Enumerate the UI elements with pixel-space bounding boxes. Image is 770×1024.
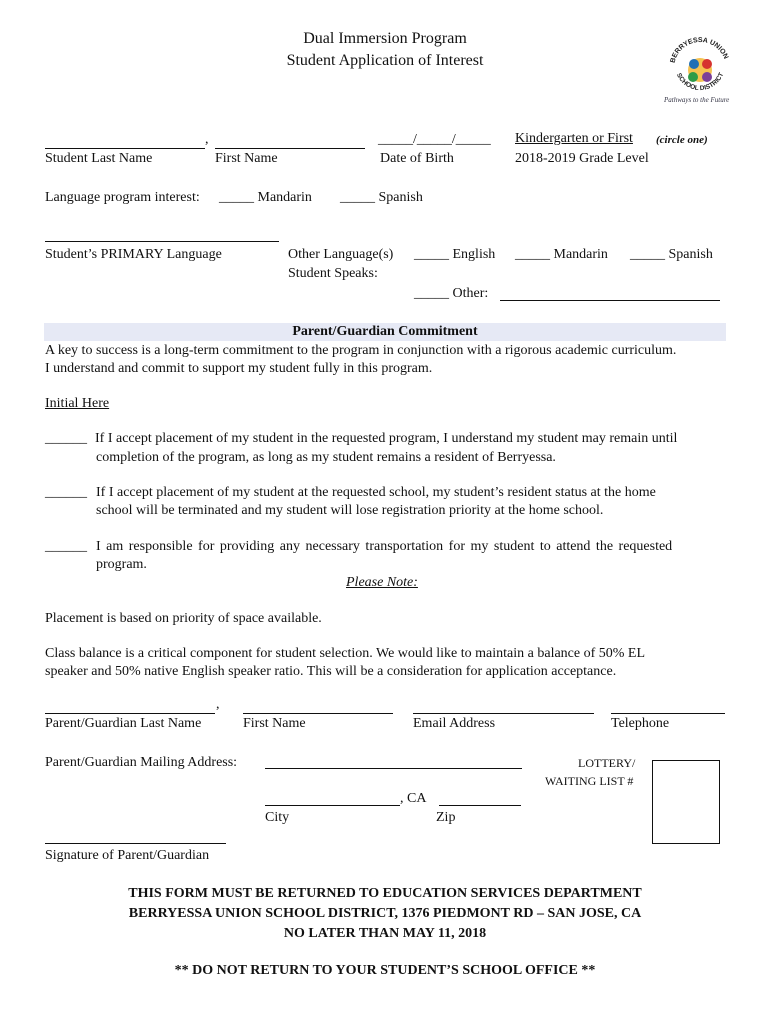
email-label: Email Address [413,716,496,731]
commitment-item-2-line-1: If I accept placement of my student at the requested school, my student’s resident status at the home [96,485,656,500]
commitment-item-3-line-1: I am responsible for providing any necessary transportation for my student to attend the requested [96,539,673,554]
footer-line-3: NO LATER THAN MAY 11, 2018 [283,926,487,941]
initial-here-label: Initial Here [45,396,110,411]
telephone-label: Telephone [611,716,670,731]
dob-label: Date of Birth [380,151,454,166]
primary-language-label: Student’s PRIMARY Language [45,247,222,262]
language-interest-label: Language program interest: [45,190,200,205]
footer-warning: ** DO NOT RETURN TO YOUR STUDENT’S SCHOOL OFFICE ** [174,963,596,978]
district-tagline: Pathways to the Future [664,96,730,104]
zip-field[interactable] [439,805,521,806]
primary-language-field[interactable] [45,241,279,242]
state-label: , CA [400,791,427,806]
lottery-label-line-2: WAITING LIST # [545,774,634,788]
please-note-heading: Please Note: [346,575,418,590]
zip-label: Zip [436,810,456,825]
city-label: City [265,810,290,825]
student-speaks-label: Student Speaks: [288,266,378,281]
other-language-option[interactable]: _____ Other: [414,286,489,301]
initial-field-2[interactable]: ______ [45,485,87,500]
student-last-name-field[interactable] [45,148,205,149]
parent-first-name-label: First Name [243,716,306,731]
commitment-item-3-line-2: program. [96,557,147,572]
initial-field-3[interactable]: ______ [45,539,87,554]
commitment-line-2: I understand and commit to support my student fully in this program. [45,361,433,376]
placement-note: Placement is based on priority of space available. [45,611,322,626]
mailing-address-label: Parent/Guardian Mailing Address: [45,755,238,770]
student-first-name-field[interactable] [215,148,365,149]
commitment-item-1-line-2: completion of the program, as long as my student remains a resident of Berryessa. [96,450,556,465]
city-field[interactable] [265,805,400,806]
class-balance-note-line-1: Class balance is a critical component for student selection. We would like to maintain a balance of 50% EL [45,646,646,661]
spanish-option[interactable]: _____ Spanish [630,247,713,262]
commitment-item-1-line-1: If I accept placement of my student in the requested program, I understand my student may remain until [95,431,678,446]
english-option[interactable]: _____ English [414,247,496,262]
grade-level-label: 2018-2019 Grade Level [515,151,649,166]
parent-last-name-field[interactable] [45,713,215,714]
mailing-address-field[interactable] [265,768,522,769]
grade-options[interactable]: Kindergarten or First [515,131,633,146]
footer-line-1: THIS FORM MUST BE RETURNED TO EDUCATION SERVICES DEPARTMENT [128,886,642,901]
spanish-interest-option[interactable]: _____ Spanish [340,190,423,205]
mandarin-option[interactable]: _____ Mandarin [515,247,608,262]
student-last-name-label: Student Last Name [45,151,153,166]
email-field[interactable] [413,713,594,714]
signature-label: Signature of Parent/Guardian [45,848,210,863]
comma-separator: , [205,132,209,147]
mandarin-interest-option[interactable]: _____ Mandarin [219,190,312,205]
dob-field[interactable]: _____/_____/_____ [378,132,491,147]
signature-field[interactable] [45,843,226,844]
commitment-heading: Parent/Guardian Commitment [292,324,478,339]
form-title: Dual Immersion Program [303,30,467,47]
lottery-label-line-1: LOTTERY/ [578,756,636,770]
parent-first-name-field[interactable] [243,713,393,714]
student-first-name-label: First Name [215,151,278,166]
initial-field-1[interactable]: ______ [45,431,87,446]
commitment-item-2-line-2: school will be terminated and my student will lose registration priority at the home school. [96,503,604,518]
class-balance-note-line-2: speaker and 50% native English speaker ratio. This will be a consideration for application acceptance. [45,664,617,679]
commitment-line-1: A key to success is a long-term commitment to the program in conjunction with a rigorous academic curriculum. [45,343,677,358]
form-subtitle: Student Application of Interest [286,52,484,69]
other-language-field[interactable] [500,300,720,301]
parent-comma-separator: , [216,697,220,712]
footer-line-2: BERRYESSA UNION SCHOOL DISTRICT, 1376 PIEDMONT RD – SAN JOSE, CA [128,906,642,921]
svg-text:SCHOOL DISTRICT: SCHOOL DISTRICT [674,71,726,93]
circle-one-note: (circle one) [656,134,708,146]
other-languages-label: Other Language(s) [288,247,394,262]
telephone-field[interactable] [611,713,725,714]
svg-text:BERRYESSA UNION: BERRYESSA UNION [669,36,730,64]
lottery-number-box[interactable] [652,760,720,844]
parent-last-name-label: Parent/Guardian Last Name [45,716,202,731]
